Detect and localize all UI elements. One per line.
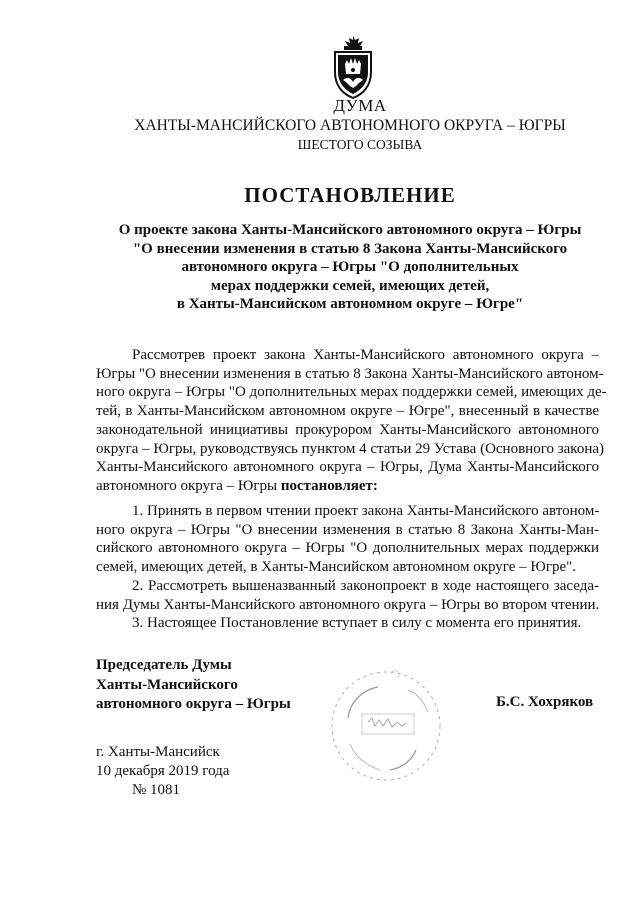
position-line: автономного округа – Югры bbox=[96, 696, 291, 712]
preamble-line: законодательной инициативы прокурором Ханты-Мансийского автономного bbox=[96, 421, 599, 438]
resolution-verb: постановляет: bbox=[280, 477, 378, 494]
coat-of-arms-icon bbox=[329, 34, 377, 100]
region-name: ХАНТЫ-МАНСИЙСКОГО АВТОНОМНОГО ОКРУГА – ЮГРЫ bbox=[134, 117, 566, 134]
subject-line: О проекте закона Ханты-Мансийского автономного округа – Югры bbox=[118, 222, 582, 238]
item-1-line: ного округа – Югры "О внесении изменения в статью 8 Закона Ханты-Ман- bbox=[96, 521, 599, 538]
preamble-line: тей, в Ханты-Мансийском автономном округе – Югре", внесенный в качестве bbox=[96, 403, 599, 420]
preamble-line: Ханты-Мансийского автономного округа – Югры, Дума Ханты-Мансийского bbox=[96, 459, 599, 476]
document-title: ПОСТАНОВЛЕНИЕ bbox=[244, 183, 456, 207]
preamble-line: округа – Югры, руководствуясь пунктом 4 статьи 29 Устава (Основного закона) bbox=[96, 440, 605, 457]
item-1-line: семей, имеющих детей, в Ханты-Мансийском автономном округе – Югре". bbox=[96, 559, 577, 576]
signatory-position bbox=[96, 656, 291, 715]
preamble-last-text: автономного округа – Югры bbox=[96, 477, 278, 494]
item-3-line: 3. Настоящее Постановление вступает в силу с момента его принятия. bbox=[132, 615, 582, 632]
convocation: ШЕСТОГО СОЗЫВА bbox=[297, 137, 423, 152]
seal-stamp-icon bbox=[320, 654, 450, 794]
subject-line: автономного округа – Югры "О дополнительных bbox=[181, 259, 519, 275]
document-subject bbox=[0, 221, 640, 314]
signatory-name: Б.С. Хохряков bbox=[496, 694, 594, 710]
position-line: Председатель Думы bbox=[96, 657, 232, 673]
item-1-line: сийского автономного округа – Югры "О дополнительных мерах поддержки bbox=[96, 540, 599, 557]
item-1-line: 1. Принять в первом чтении проект закона Ханты-Мансийского автоном- bbox=[132, 503, 600, 519]
preamble-paragraph bbox=[96, 346, 607, 496]
item-2-line: ния Думы Ханты-Мансийского автономного округа – Югры во втором чтении. bbox=[96, 596, 600, 613]
preamble-line: ного округа – Югры "О дополнительных мерах поддержки семей, имеющих де- bbox=[96, 384, 607, 401]
position-line: Ханты-Мансийского bbox=[96, 676, 238, 693]
preamble-line: Рассмотрев проект закона Ханты-Мансийского автономного округа – bbox=[132, 347, 599, 363]
document-number: № 1081 bbox=[132, 782, 181, 798]
city: г. Ханты-Мансийск bbox=[96, 744, 220, 760]
date: 10 декабря 2019 года bbox=[96, 763, 230, 779]
preamble-last-line bbox=[96, 477, 599, 496]
preamble-line: Югры "О внесении изменения в статью 8 Закона Ханты-Мансийского автоном- bbox=[96, 365, 604, 382]
document-place-date bbox=[96, 743, 229, 800]
item-2-line: 2. Рассмотреть вышеназванный законопроект в ходе настоящего заседа- bbox=[132, 577, 599, 594]
subject-line: "О внесении изменения в статью 8 Закона Ханты-Мансийского bbox=[132, 240, 568, 257]
resolution-items bbox=[96, 502, 599, 633]
subject-line: мерах поддержки семей, имеющих детей, bbox=[210, 277, 490, 294]
subject-line: в Ханты-Мансийском автономном округе – Югре" bbox=[176, 296, 524, 312]
org-name: ДУМА bbox=[333, 96, 387, 115]
